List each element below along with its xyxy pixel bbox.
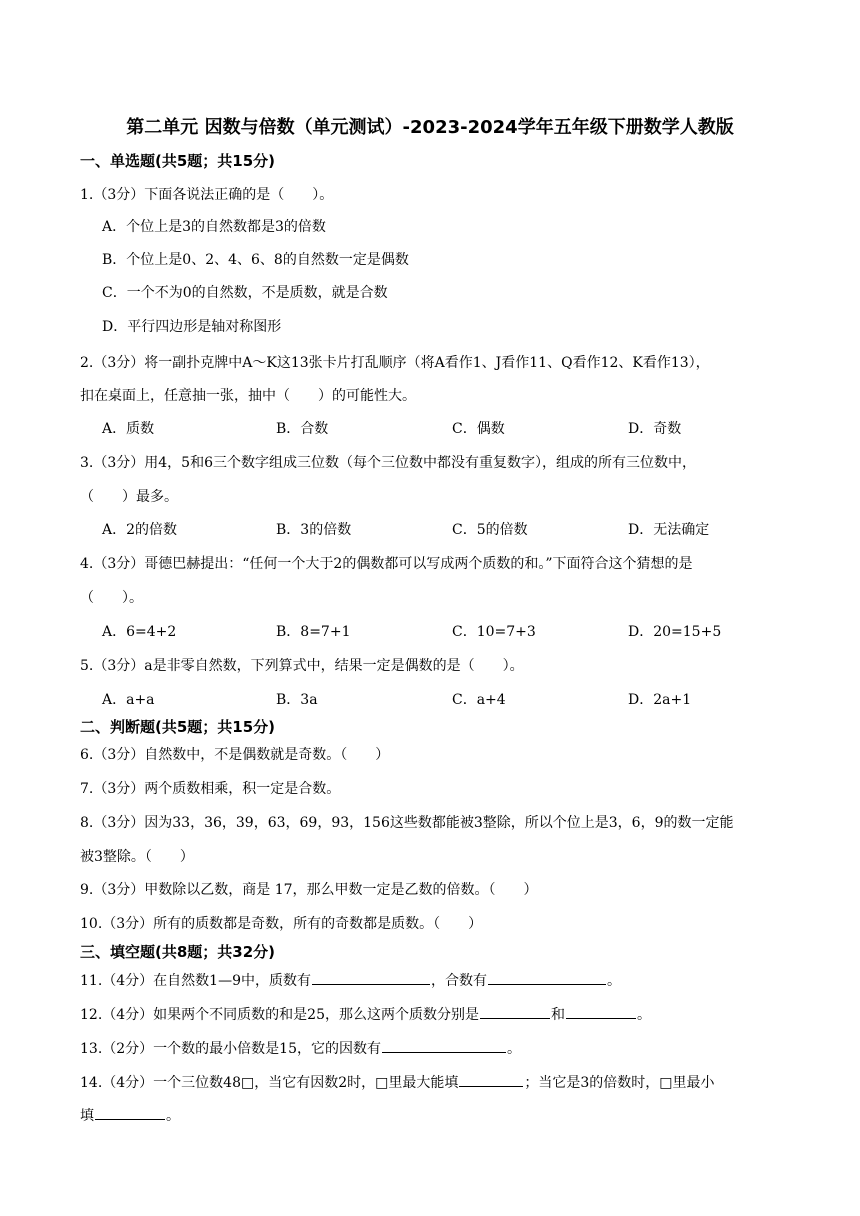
- question-2-option-a: A．质数: [102, 421, 155, 437]
- question-11-blank-primes[interactable]: [312, 970, 430, 985]
- question-4-option-c: C．10=7+3: [452, 624, 536, 640]
- question-4-option-b: B．8=7+1: [276, 624, 351, 640]
- question-5-option-b: B．3a: [276, 692, 318, 708]
- question-2-option-d: D．奇数: [628, 421, 682, 437]
- question-1-option-d: D．平行四边形是轴对称图形: [102, 319, 282, 335]
- question-13-blank-factors[interactable]: [382, 1038, 506, 1053]
- question-3-stem-line-2: （ ）最多。: [80, 489, 178, 505]
- section-heading-true-false: 二、判断题(共5题；共15分): [80, 718, 276, 736]
- question-4-stem-line-2: （ ）。: [80, 590, 143, 606]
- question-2-stem-line-1: 2.（3分）将一副扑克牌中A～K这13张卡片打乱顺序（将A看作1、J看作11、Q看作12、K看作13），: [80, 355, 710, 371]
- question-14-line-1: [80, 1072, 715, 1092]
- question-11-text-a: 11.（4分）在自然数1—9中，质数有: [80, 973, 311, 989]
- question-1-option-a: A．个位上是3的自然数都是3的倍数: [102, 219, 326, 235]
- question-12-blank-second[interactable]: [566, 1004, 636, 1019]
- question-12-text-a: 12.（4分）如果两个不同质数的和是25，那么这两个质数分别是: [80, 1007, 479, 1023]
- question-12-blank-first[interactable]: [480, 1004, 550, 1019]
- question-2-stem-line-2: 扣在桌面上，任意抽一张，抽中（ ）的可能性大。: [80, 388, 416, 404]
- question-2-option-c: C．偶数: [452, 421, 505, 437]
- question-1-option-b: B．个位上是0、2、4、6、8的自然数一定是偶数: [102, 252, 409, 268]
- question-14-blank-max[interactable]: [459, 1072, 523, 1087]
- question-8-line-2: 被3整除。（ ）: [80, 849, 194, 865]
- question-14-text-d: 。: [166, 1108, 180, 1124]
- question-12-text-b: 和: [551, 1007, 565, 1023]
- question-11-text-b: ，合数有: [431, 973, 487, 989]
- question-3-option-c: C．5的倍数: [452, 522, 528, 538]
- question-14-blank-min[interactable]: [95, 1105, 165, 1120]
- question-4-stem-line-1: 4.（3分）哥德巴赫提出：“任何一个大于2的偶数都可以写成两个质数的和。”下面符合这个猜想的是: [80, 556, 693, 572]
- question-5-stem: 5.（3分）a是非零自然数，下列算式中，结果一定是偶数的是（ ）。: [80, 658, 524, 674]
- question-3-option-a: A．2的倍数: [102, 522, 178, 538]
- question-12: [80, 1004, 651, 1024]
- question-5-option-c: C．a+4: [452, 692, 506, 708]
- question-1-option-c: C．一个不为0的自然数，不是质数，就是合数: [102, 285, 388, 301]
- question-6: 6.（3分）自然数中，不是偶数就是奇数。（ ）: [80, 747, 390, 763]
- question-13: [80, 1038, 521, 1058]
- question-11-text-c: 。: [607, 973, 621, 989]
- question-5-option-a: A．a+a: [102, 692, 155, 708]
- question-14-text-b: ；当它是3的倍数时，□里最小: [524, 1075, 715, 1091]
- question-3-stem-line-1: 3.（3分）用4，5和6三个数字组成三位数（每个三位数中都没有重复数字），组成的所有三位数中，: [80, 455, 696, 471]
- question-4-option-a: A．6=4+2: [102, 624, 177, 640]
- question-11: [80, 970, 621, 990]
- question-2-option-b: B．合数: [276, 421, 329, 437]
- question-11-blank-composites[interactable]: [488, 970, 606, 985]
- question-9: 9.（3分）甲数除以乙数，商是 17，那么甲数一定是乙数的倍数。（ ）: [80, 882, 538, 898]
- question-5-option-d: D．2a+1: [628, 692, 692, 708]
- question-10: 10.（3分）所有的质数都是奇数，所有的奇数都是质数。（ ）: [80, 916, 483, 932]
- question-13-text-a: 13.（2分）一个数的最小倍数是15，它的因数有: [80, 1041, 381, 1057]
- section-heading-fill-blank: 三、填空题(共8题；共32分): [80, 943, 276, 961]
- question-13-text-b: 。: [507, 1041, 521, 1057]
- question-1-stem: 1.（3分）下面各说法正确的是（ ）。: [80, 187, 334, 203]
- question-4-option-d: D．20=15+5: [628, 624, 722, 640]
- question-3-option-d: D．无法确定: [628, 522, 710, 538]
- question-14-text-a: 14.（4分）一个三位数48□，当它有因数2时，□里最大能填: [80, 1075, 459, 1091]
- question-7: 7.（3分）两个质数相乘，积一定是合数。: [80, 781, 341, 797]
- question-14-line-2: [80, 1105, 180, 1125]
- section-heading-single-choice: 一、单选题(共5题；共15分): [80, 152, 276, 170]
- question-12-text-c: 。: [637, 1007, 651, 1023]
- question-3-option-b: B．3的倍数: [276, 522, 352, 538]
- page-title: 第二单元 因数与倍数（单元测试）-2023-2024学年五年级下册数学人教版: [126, 117, 734, 138]
- question-14-text-c: 填: [80, 1108, 94, 1124]
- question-8-line-1: 8.（3分）因为33，36，39，63，69，93，156这些数都能被3整除，所以个位上是3，6，9的数一定能: [80, 815, 734, 831]
